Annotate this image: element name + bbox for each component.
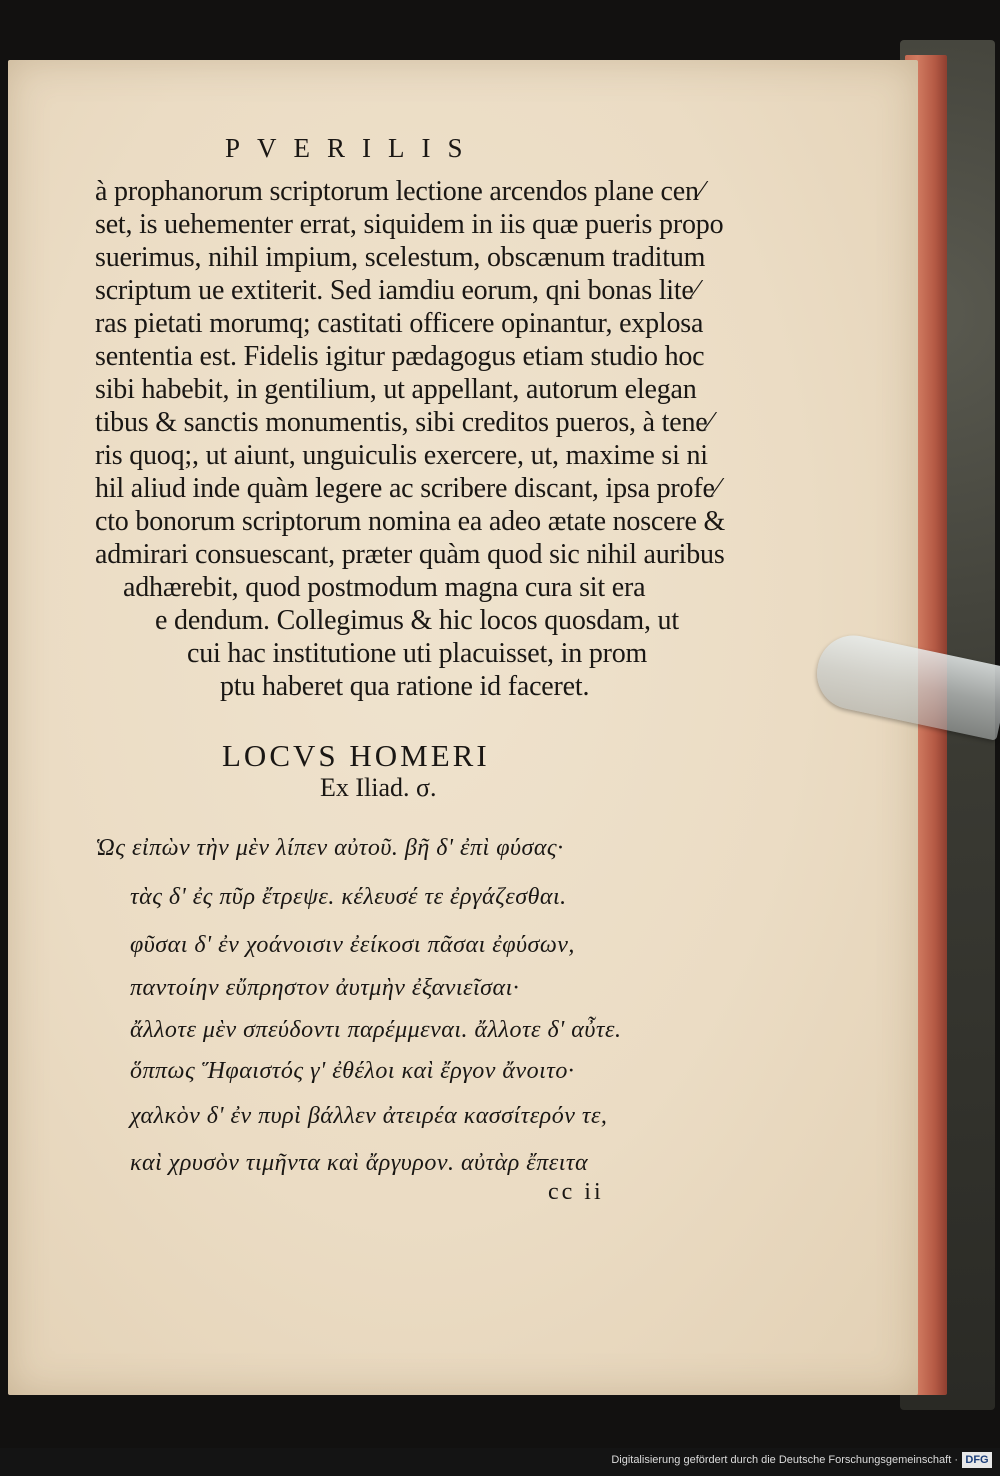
greek-verse-line: τὰς δ' ἐς πῦρ ἔτρεψε. κέλευσέ τε ἐργάζεσθαι. (130, 884, 567, 910)
body-line: e dendum. Collegimus & hic locos quosdam, ut (155, 605, 679, 636)
body-line: adhærebit, quod postmodum magna cura sit era (123, 572, 646, 603)
body-line: ptu haberet qua ratione id faceret. (220, 671, 590, 702)
body-line: scriptum ue extiterit. Sed iamdiu eorum, qni bonas lite⁄ (95, 275, 699, 306)
body-line: sententia est. Fidelis igitur pædagogus etiam studio hoc (95, 341, 705, 372)
greek-verse-line: παντοίην εὔπρηστον ἀυτμὴν ἐξανιεῖσαι· (130, 975, 520, 1001)
signature-mark: cc ii (548, 1179, 604, 1205)
greek-verse-line: φῦσαι δ' ἐν χοάνοισιν ἐείκοσι πᾶσαι ἐφύσων, (130, 932, 575, 958)
body-line: hil aliud inde quàm legere ac scribere discant, ipsa profe⁄ (95, 473, 720, 504)
greek-verse-line: χαλκὸν δ' ἐν πυρὶ βάλλεν ἀτειρέα κασσίτερόν τε, (130, 1103, 608, 1129)
body-line: tibus & sanctis monumentis, sibi creditos pueros, à tene⁄ (95, 407, 712, 438)
body-line: à prophanorum scriptorum lectione arcendos plane cen⁄ (95, 176, 704, 207)
greek-verse-line: ἄλλοτε μὲν σπεύδοντι παρέμμεναι. ἄλλοτε δ' αὖτε. (130, 1017, 622, 1043)
body-line: cui hac institutione uti placuisset, in prom (187, 638, 648, 669)
body-line: ras pietati morumq; castitati officere opinantur, explosa (95, 308, 704, 339)
funding-credit: Digitalisierung gefördert durch die Deutsche Forschungsgemeinschaft · (611, 1454, 958, 1466)
body-line: sibi habebit, in gentilium, ut appellant, autorum elegan (95, 374, 697, 405)
section-subheading: Ex Iliad. σ. (320, 773, 437, 802)
running-head: PVERILIS (225, 133, 480, 163)
greek-verse-line: Ὡς εἰπὼν τὴν μὲν λίπεν αὐτοῦ. βῆ δ' ἐπὶ φύσας· (95, 835, 564, 861)
greek-verse-line: καὶ χρυσὸν τιμῆντα καὶ ἄργυρον. αὐτὰρ ἔπειτα (130, 1150, 589, 1176)
body-line: set, is uehementer errat, siquidem in iis quæ pueris propo (95, 209, 724, 240)
section-heading: LOCVS HOMERI (222, 738, 490, 773)
body-line: suerimus, nihil impium, scelestum, obscænum traditum (95, 242, 706, 273)
body-line: cto bonorum scriptorum nomina ea adeo ætate noscere & (95, 506, 726, 537)
dfg-logo: DFG (962, 1452, 992, 1468)
body-line: admirari consuescant, præter quàm quod sic nihil auribus (95, 539, 725, 570)
greek-verse-line: ὅππως Ἥφαιστός γ' ἐθέλοι καὶ ἔργον ἄνοιτο· (130, 1058, 575, 1084)
body-line: ris quoq;, ut aiunt, unguiculis exercere, ut, maxime si ni (95, 440, 708, 471)
